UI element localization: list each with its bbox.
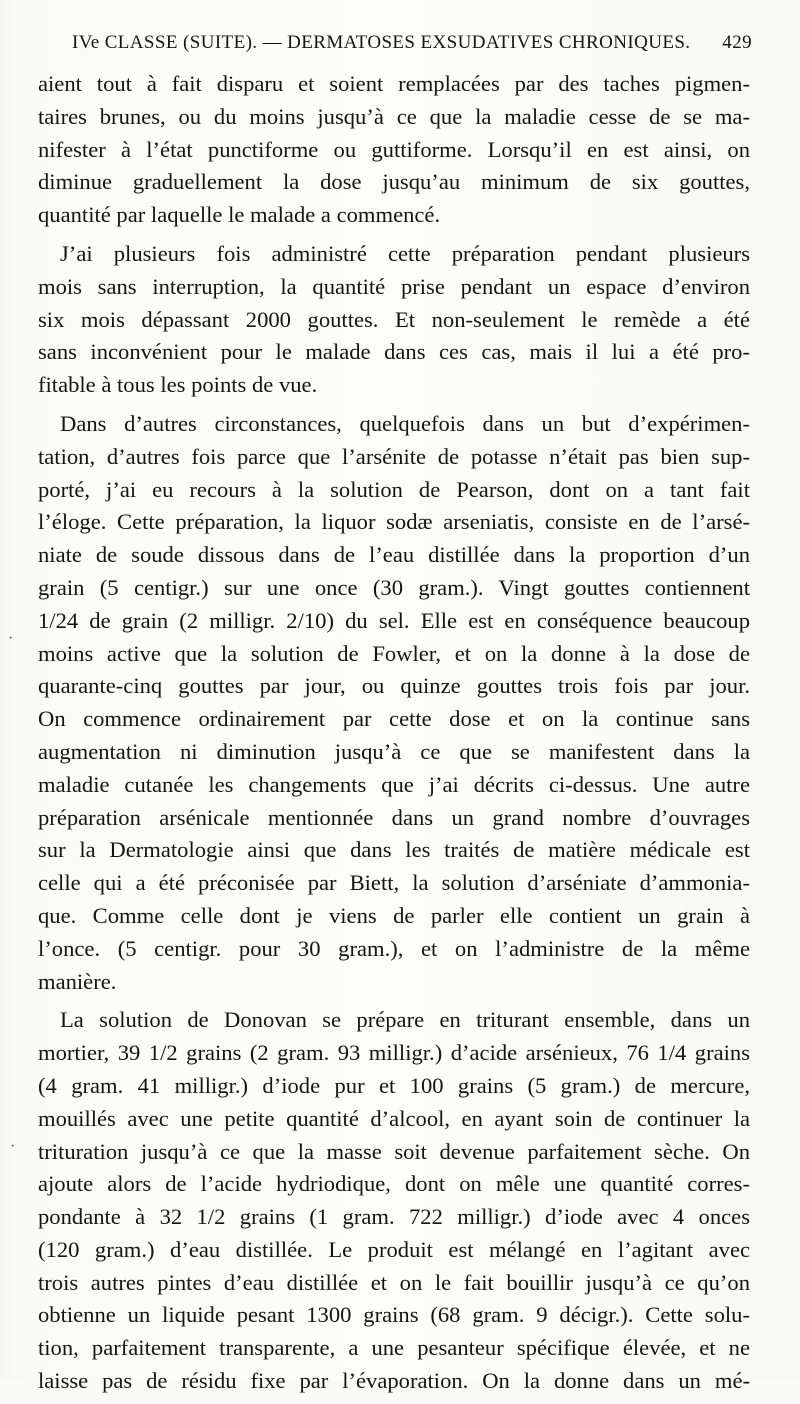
text-line: (4 gram. 41 milligr.) d’iode pur et 100 grains (5 gram.) de mercure, bbox=[38, 1072, 750, 1098]
text-line: quantité par laquelle le malade a commencé. bbox=[38, 202, 441, 228]
text-line: ajoute alors de l’acide hydriodique, dont on mêle une quantité corres- bbox=[38, 1171, 750, 1197]
text-line: niate de soude dissous dans de l’eau distillée dans la proportion d’un bbox=[38, 542, 750, 568]
text-line: tion, parfaitement transparente, a une pesanteur spécifique élevée, et ne bbox=[38, 1335, 750, 1361]
text-line: tation, d’autres fois parce que l’arsénite de potasse n’était pas bien sup- bbox=[38, 443, 750, 469]
text-line: (120 gram.) d’eau distillée. Le produit est mélangé en l’agitant avec bbox=[38, 1236, 750, 1262]
text-line: manière. bbox=[38, 968, 117, 994]
text-line: mouillés avec une petite quantité d’alcool, en ayant soin de continuer la bbox=[38, 1105, 750, 1131]
page-header bbox=[72, 32, 752, 58]
text-line: On commence ordinairement par cette dose et on la continue sans bbox=[38, 706, 750, 732]
margin-speck: · bbox=[8, 630, 14, 647]
text-line: trituration jusqu’à ce que la masse soit devenue parfaitement sèche. On bbox=[38, 1138, 750, 1164]
text-line: nifester à l’état punctiforme ou guttiforme. Lorsqu’il en est ainsi, on bbox=[38, 136, 750, 162]
text-line: porté, j’ai eu recours à la solution de Pearson, dont on a tant fait bbox=[38, 476, 750, 502]
text-line: quarante-cinq gouttes par jour, ou quinze gouttes trois fois par jour. bbox=[38, 673, 750, 699]
paragraph bbox=[38, 408, 750, 998]
text-line: augmentation ni diminution jusqu’à ce que se manifestent dans la bbox=[38, 738, 750, 764]
text-line: moins active que la solution de Fowler, et on la donne à la dose de bbox=[38, 640, 750, 666]
text-line: sur la Dermatologie ainsi que dans les traités de matière médicale est bbox=[38, 837, 750, 863]
text-line: 1/24 de grain (2 milligr. 2/10) du sel. Elle est en conséquence beaucoup bbox=[38, 607, 750, 633]
running-title: IVe CLASSE (SUITE). — DERMATOSES EXSUDATIVES CHRONIQUES. bbox=[72, 32, 691, 53]
text-line: l’éloge. Cette préparation, la liquor sodæ arseniatis, consiste en de l’arsé- bbox=[38, 509, 750, 535]
text-line: aient tout à fait disparu et soient remplacées par des taches pigmen- bbox=[38, 71, 750, 96]
paragraph bbox=[38, 68, 750, 232]
text-line: diminue graduellement la dose jusqu’au minimum de six gouttes, bbox=[38, 169, 750, 195]
body-text bbox=[38, 68, 750, 1404]
text-line: que. Comme celle dont je viens de parler elle contient un grain à bbox=[38, 902, 750, 928]
text-line: maladie cutanée les changements que j’ai décrits ci-dessus. Une autre bbox=[38, 771, 750, 797]
text-line: taires brunes, ou du moins jusqu’à ce que la maladie cesse de se ma- bbox=[38, 103, 750, 129]
text-line: laisse pas de résidu fixe par l’évaporation. On la donne dans un mé- bbox=[38, 1368, 750, 1394]
page-number: 429 bbox=[722, 32, 752, 53]
text-line: grain (5 centigr.) sur une once (30 gram.). Vingt gouttes contiennent bbox=[38, 574, 750, 600]
text-line: J’ai plusieurs fois administré cette préparation pendant plusieurs bbox=[60, 240, 750, 266]
paragraph bbox=[38, 1004, 750, 1398]
text-line: pondante à 32 1/2 grains (1 gram. 722 milligr.) d’iode avec 4 onces bbox=[38, 1204, 750, 1230]
text-line: fitable à tous les points de vue. bbox=[38, 372, 318, 398]
text-line: mortier, 39 1/2 grains (2 gram. 93 milligr.) d’acide arsénieux, 76 1/4 grains bbox=[38, 1040, 750, 1066]
text-line: La solution de Donovan se prépare en triturant ensemble, dans un bbox=[60, 1007, 750, 1033]
margin-speck: · bbox=[10, 1138, 16, 1155]
text-line: Dans d’autres circonstances, quelquefois dans un but d’expérimen- bbox=[60, 410, 750, 436]
text-line: celle qui a été préconisée par Biett, la solution d’arséniate d’ammonia- bbox=[38, 870, 750, 896]
text-line: trois autres pintes d’eau distillée et on le fait bouillir jusqu’à ce qu’on bbox=[38, 1269, 750, 1295]
text-line: mois sans interruption, la quantité prise pendant un espace d’environ bbox=[38, 273, 750, 299]
paragraph bbox=[38, 238, 750, 402]
text-line: l’once. (5 centigr. pour 30 gram.), et on l’administre de la même bbox=[38, 935, 750, 961]
text-line: obtienne un liquide pesant 1300 grains (68 gram. 9 décigr.). Cette solu- bbox=[38, 1302, 750, 1328]
text-line: six mois dépassant 2000 gouttes. Et non-seulement le remède a été bbox=[38, 306, 750, 332]
text-line: préparation arsénicale mentionnée dans un grand nombre d’ouvrages bbox=[38, 804, 750, 830]
text-line: sans inconvénient pour le malade dans ces cas, mais il lui a été pro- bbox=[38, 339, 750, 365]
